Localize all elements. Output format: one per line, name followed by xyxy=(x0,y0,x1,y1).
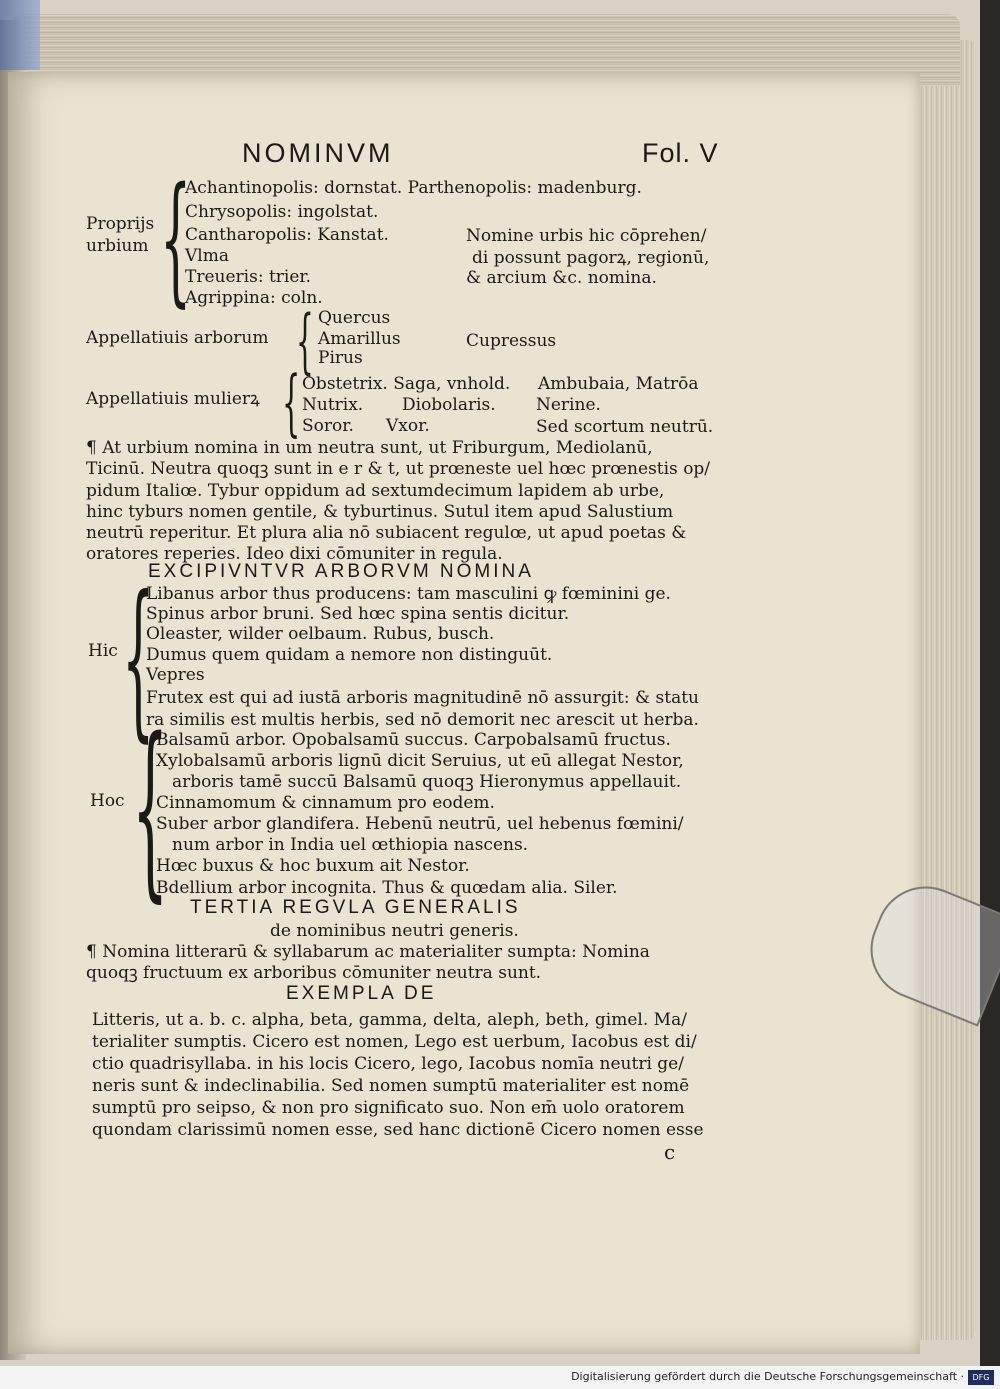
hoc-line: Bdellium arbor incognita. Thus & quœdam alia. Siler. xyxy=(156,878,618,898)
block1-line: Vlma xyxy=(185,246,229,266)
paragraph-line: neris sunt & indeclinabilia. Sed nomen sumptū materialiter est nomē xyxy=(92,1076,690,1096)
hic-line: Libanus arbor thus producens: tam masculini ꝙ fœminini ge. xyxy=(146,584,671,604)
hoc-line: Cinnamomum & cinnamum pro eodem. xyxy=(156,793,495,813)
block3-cell: Ambubaia, Matrōa xyxy=(538,374,699,394)
section-heading: TERTIA REGVLA GENERALIS xyxy=(190,897,521,918)
dfg-logo-icon: DFG xyxy=(968,1370,994,1385)
paragraph-line: pidum Italiœ. Tybur oppidum ad sextumdecimum lapidem ab urbe, xyxy=(86,481,665,501)
paragraph-line: Litteris, ut a. b. c. alpha, beta, gamma, delta, aleph, beth, gimel. Ma/ xyxy=(92,1010,687,1030)
section-subheading: de nominibus neutri generis. xyxy=(270,921,519,941)
block1-label-2: urbium xyxy=(86,236,149,256)
hoc-line: Suber arbor glandifera. Hebenū neutrū, uel hebenus fœmini/ xyxy=(156,814,684,834)
block2-label: Appellatiuis arborum xyxy=(86,328,269,348)
paragraph-line: quoqꝫ fructuum ex arboribus cōmuniter neutra sunt. xyxy=(86,963,542,983)
hoc-line: Hœc buxus & hoc buxum ait Nestor. xyxy=(156,856,470,876)
section-heading: EXCIPIVNTVR ARBORVM NOMINA xyxy=(148,561,534,582)
footer-credit: Digitalisierung gefördert durch die Deutsche Forschungsgemeinschaft · xyxy=(571,1370,964,1383)
paragraph-line: oratores reperies. Ideo dixi cōmuniter in regula. xyxy=(86,544,503,564)
block3-cell: Obstetrix. Saga, vnhold. xyxy=(302,374,511,394)
hic-line: ra similis est multis herbis, sed nō demorit nec arescit ut herba. xyxy=(146,710,699,730)
brace-icon: { xyxy=(122,560,155,758)
hoc-line: Balsamū arbor. Opobalsamū succus. Carpobalsamū fructus. xyxy=(156,730,671,750)
block3-label: Appellatiuis mulierꝝ xyxy=(86,389,260,409)
brace-icon: { xyxy=(160,158,192,321)
block1-label-1: Proprijs xyxy=(86,214,155,234)
block2-line: Quercus xyxy=(318,308,391,328)
hoc-label: Hoc xyxy=(90,791,125,811)
hic-line: Oleaster, wilder oelbaum. Rubus, busch. xyxy=(146,624,495,644)
block2-line: Amarillus xyxy=(318,329,401,349)
brace-icon: { xyxy=(282,360,301,444)
paragraph-line: ctio quadrisyllaba. in his locis Cicero, lego, Iacobus nomīa neutri ge/ xyxy=(92,1054,684,1074)
hoc-line: arboris tamē succū Balsamū quoqꝫ Hieronymus appellauit. xyxy=(172,772,682,792)
bookmark-ribbon xyxy=(0,0,40,70)
paragraph-line: sumptū pro seipso, & non pro significato suo. Non em̄ uolo oratorem xyxy=(92,1098,685,1118)
block3-cell: Nerine. xyxy=(536,395,601,415)
hic-line: Spinus arbor bruni. Sed hœc spina sentis dicitur. xyxy=(146,604,570,624)
block1-line: Achantinopolis: dornstat. Parthenopolis: madenburg. xyxy=(185,178,642,198)
block3-cell: Diobolaris. xyxy=(402,395,496,415)
hic-line: Vepres xyxy=(146,665,205,685)
paragraph-line: ¶ Nomina litterarū & syllabarum ac materialiter sumpta: Nomina xyxy=(86,942,650,962)
hic-label: Hic xyxy=(88,641,118,661)
block1-note: di possunt pagorꝝ, regionū, xyxy=(472,248,710,268)
paragraph-line: quondam clarissimū nomen esse, sed hanc dictionē Cicero nomen esse xyxy=(92,1120,704,1140)
hic-line: Frutex est qui ad iustā arboris magnitudinē nō assurgit: & statu xyxy=(146,688,699,708)
running-head: NOMINVM xyxy=(242,138,394,168)
paragraph-line: ¶ At urbium nomina in um neutra sunt, ut Friburgum, Mediolanū, xyxy=(86,438,653,458)
paragraph-line: hinc tyburs nomen gentile, & tyburtinus. Sutul item apud Salustium xyxy=(86,502,674,522)
footer-bar xyxy=(0,1366,1000,1389)
brace-icon: { xyxy=(132,698,169,919)
block1-line: Agrippina: coln. xyxy=(185,288,323,308)
block2-line: Pirus xyxy=(318,348,363,368)
block1-line: Chrysopolis: ingolstat. xyxy=(185,202,379,222)
block2-extra: Cupressus xyxy=(466,331,557,351)
block1-note: Nomine urbis hic cōprehen/ xyxy=(466,226,707,246)
block1-note: & arcium &c. nomina. xyxy=(466,268,657,288)
hoc-line: Xylobalsamū arboris lignū dicit Seruius, ut eū allegat Nestor, xyxy=(156,751,684,771)
block3-cell: Sed scortum neutrū. xyxy=(536,417,714,437)
paragraph-line: Ticinū. Neutra quoqꝫ sunt in e r & t, ut prœneste uel hœc prœnestis op/ xyxy=(86,459,711,479)
page-fore-edge xyxy=(918,40,976,1340)
block3-cell: Nutrix. xyxy=(302,395,364,415)
block1-line: Treueris: trier. xyxy=(185,267,312,287)
block3-cell: Vxor. xyxy=(386,416,430,436)
hoc-line: num arbor in India uel œthiopia nascens. xyxy=(172,835,529,855)
section-heading: EXEMPLA DE xyxy=(286,983,437,1004)
block1-line: Cantharopolis: Kanstat. xyxy=(185,225,389,245)
brace-icon: { xyxy=(296,300,314,382)
block3-cell: Soror. xyxy=(302,416,354,436)
hic-line: Dumus quem quidam a nemore non distinguūt. xyxy=(146,645,553,665)
paragraph-line: terialiter sumptis. Cicero est nomen, Lego est uerbum, Iacobus est di/ xyxy=(92,1032,697,1052)
folio-number: Fol. V xyxy=(642,138,719,168)
signature-mark: c xyxy=(664,1140,676,1164)
paragraph-line: neutrū reperitur. Et plura alia nō subiacent regulœ, ut apud poetas & xyxy=(86,523,687,543)
